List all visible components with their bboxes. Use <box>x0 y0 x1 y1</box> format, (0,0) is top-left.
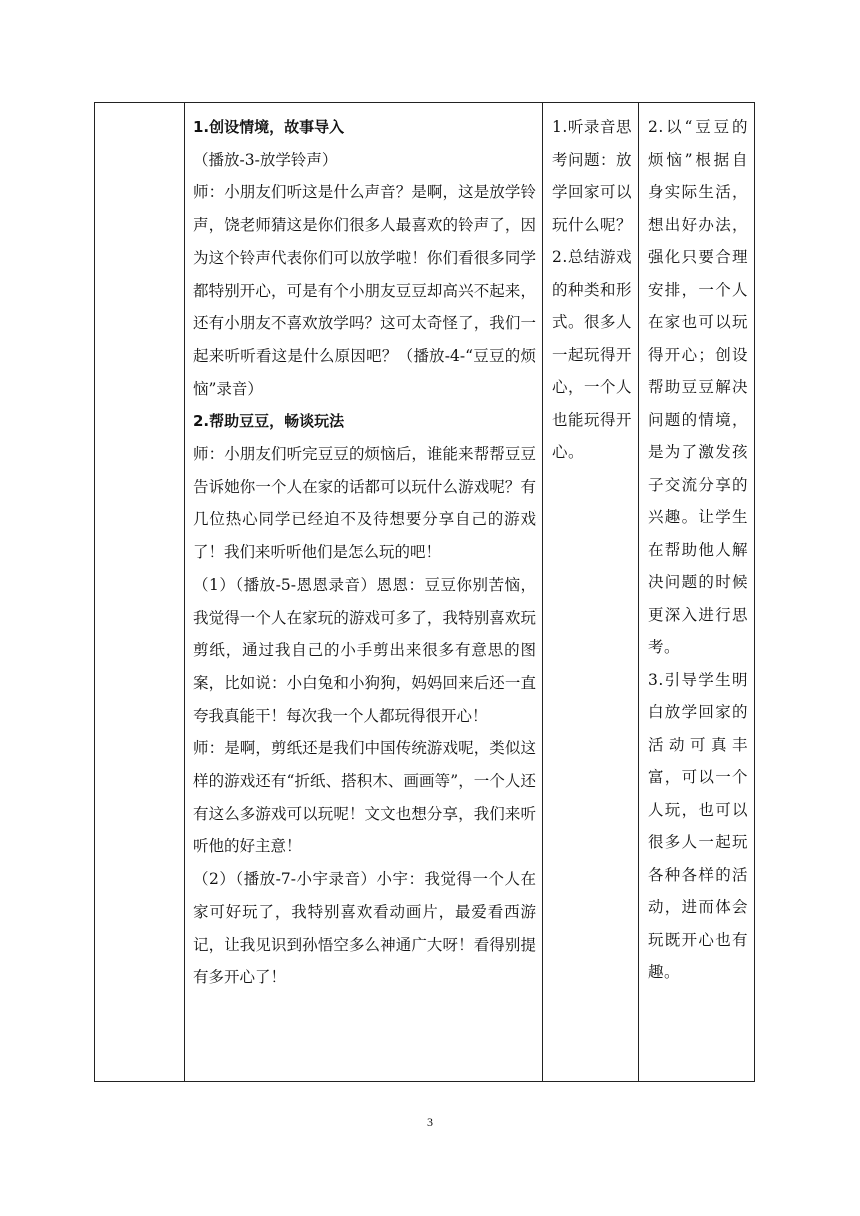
paragraph: （2）（播放-7-小宇录音）小宇：我觉得一个人在家可好玩了，我特别喜欢看动画片，最爱看西游记，让我见识到孙悟空多么神通广大呀！看得别提有多开心了！ <box>193 870 536 987</box>
paragraph: 师：小朋友们听这是什么声音？是啊，这是放学铃声，饶老师猜这是你们很多人最喜欢的铃声了，因为这个铃声代表你们可以放学啦！你们看很多同学都特别开心，可是有个小朋友豆豆却高兴不起来，还有小朋友不喜欢放学吗？这可太奇怪了，我们一起来听听看这是什么原因吧？（播放-4-“豆豆的烦恼”录音） <box>193 183 536 398</box>
intent-item-2: 2.以“豆豆的烦恼”根据自身实际生活，想出好办法，强化只要合理安排，一个人在家也可以玩得开心；创设帮助豆豆解决问题的情境，是为了激发孩子交流分享的兴趣。让学生在帮助他人解决问题的时候更深入进行思考。 <box>648 118 748 656</box>
paragraph: （播放-3-放学铃声） <box>193 150 338 169</box>
design-intent-cell <box>639 103 755 1082</box>
paragraph: 师：小朋友们听完豆豆的烦恼后，谁能来帮帮豆豆告诉她你一个人在家的话都可以玩什么游戏呢？有几位热心同学已经迫不及待想要分享自己的游戏了！我们来听听他们是怎么玩的吧！ <box>193 445 536 562</box>
page-number: 3 <box>427 1115 433 1129</box>
paragraph: 师：是啊，剪纸还是我们中国传统游戏呢，类似这样的游戏还有“折纸、搭积木、画画等”，一个人还有这么多游戏可以玩呢！文文也想分享，我们来听听他的好主意！ <box>193 739 536 856</box>
lesson-plan-table <box>94 102 755 1082</box>
section-heading-1: 1.创设情境，故事导入 <box>193 118 345 136</box>
stage-cell <box>95 103 185 1082</box>
student-item-2: 2.总结游戏的种类和形式。很多人一起玩得开心，一个人也能玩得开心。 <box>552 248 633 461</box>
table-row <box>95 103 755 1082</box>
section-heading-2: 2.帮助豆豆，畅谈玩法 <box>193 412 345 431</box>
student-item-1: 1.听录音思考问题：放学回家可以玩什么呢？ <box>552 118 633 234</box>
paragraph: （1）（播放-5-恩恩录音）恩恩：豆豆你别苦恼，我觉得一个人在家玩的游戏可多了，我特别喜欢玩剪纸，通过我自己的小手剪出来很多有意思的图案，比如说：小白兔和小狗狗，妈妈回来后还一直夸我真能干！每次我一个人都玩得很开心！ <box>193 575 536 725</box>
teaching-process-cell <box>185 103 543 1082</box>
student-activity-cell <box>543 103 639 1082</box>
intent-item-3: 3.引导学生明白放学回家的活动可真丰富，可以一个人玩，也可以很多人一起玩各种各样的活动，进而体会玩既开心也有趣。 <box>648 670 748 981</box>
